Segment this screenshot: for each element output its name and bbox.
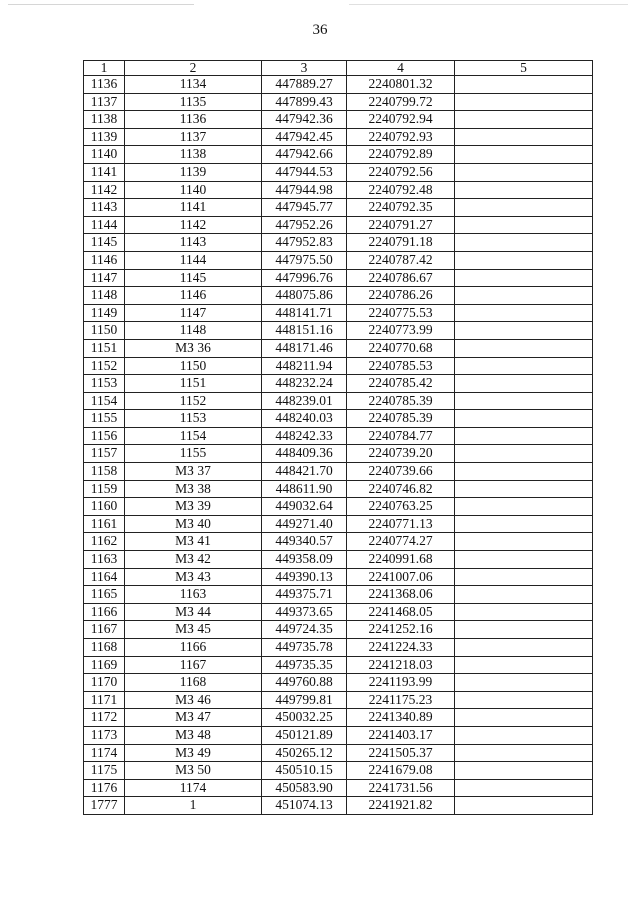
note-cell [455,93,593,111]
x-coordinate-cell: 450265.12 [262,744,347,762]
note-cell [455,163,593,181]
row-number-cell: 1148 [84,287,125,305]
row-number-cell: 1158 [84,463,125,481]
point-id-cell: 1146 [125,287,262,305]
table-row [84,146,593,164]
note-cell [455,762,593,780]
table-row [84,216,593,234]
row-number-cell: 1155 [84,410,125,428]
table-row [84,779,593,797]
note-cell [455,339,593,357]
row-number-cell: 1147 [84,269,125,287]
y-coordinate-cell: 2240792.35 [347,199,455,217]
y-coordinate-cell: 2241403.17 [347,726,455,744]
table-body [84,76,593,815]
row-number-cell: 1165 [84,586,125,604]
y-coordinate-cell: 2240791.18 [347,234,455,252]
note-cell [455,128,593,146]
note-cell [455,639,593,657]
row-number-cell: 1140 [84,146,125,164]
table-row [84,726,593,744]
y-coordinate-cell: 2241193.99 [347,674,455,692]
table-row [84,111,593,129]
y-coordinate-cell: 2240785.42 [347,375,455,393]
x-coordinate-cell: 448075.86 [262,287,347,305]
note-cell [455,586,593,604]
note-cell [455,674,593,692]
table-row [84,339,593,357]
point-id-cell: МЗ 39 [125,498,262,516]
x-coordinate-cell: 447975.50 [262,251,347,269]
x-coordinate-cell: 450032.25 [262,709,347,727]
note-cell [455,533,593,551]
header-row [84,61,593,76]
row-number-cell: 1154 [84,392,125,410]
x-coordinate-cell: 449724.35 [262,621,347,639]
point-id-cell: МЗ 37 [125,463,262,481]
table-row [84,762,593,780]
scan-top-rule [8,4,628,5]
y-coordinate-cell: 2240773.99 [347,322,455,340]
point-id-cell: МЗ 36 [125,339,262,357]
row-number-cell: 1143 [84,199,125,217]
row-number-cell: 1167 [84,621,125,639]
y-coordinate-cell: 2240792.94 [347,111,455,129]
row-number-cell: 1169 [84,656,125,674]
table-row [84,744,593,762]
point-id-cell: 1138 [125,146,262,164]
note-cell [455,287,593,305]
x-coordinate-cell: 450583.90 [262,779,347,797]
table-row [84,128,593,146]
point-id-cell: МЗ 49 [125,744,262,762]
point-id-cell: 1163 [125,586,262,604]
note-cell [455,304,593,322]
table-row [84,445,593,463]
row-number-cell: 1160 [84,498,125,516]
x-coordinate-cell: 448409.36 [262,445,347,463]
row-number-cell: 1166 [84,603,125,621]
row-number-cell: 1145 [84,234,125,252]
x-coordinate-cell: 449358.09 [262,551,347,569]
row-number-cell: 1152 [84,357,125,375]
note-cell [455,181,593,199]
x-coordinate-cell: 450121.89 [262,726,347,744]
y-coordinate-cell: 2241224.33 [347,639,455,657]
table-row [84,551,593,569]
y-coordinate-cell: 2240763.25 [347,498,455,516]
point-id-cell: 1144 [125,251,262,269]
table-row [84,234,593,252]
table-row [84,674,593,692]
point-id-cell: МЗ 46 [125,691,262,709]
x-coordinate-cell: 449375.71 [262,586,347,604]
y-coordinate-cell: 2241468.05 [347,603,455,621]
point-id-cell: 1134 [125,76,262,94]
header-cell-3: 3 [262,61,347,76]
y-coordinate-cell: 2241505.37 [347,744,455,762]
note-cell [455,445,593,463]
row-number-cell: 1146 [84,251,125,269]
table-row [84,797,593,815]
table-row [84,163,593,181]
row-number-cell: 1141 [84,163,125,181]
note-cell [455,463,593,481]
y-coordinate-cell: 2241252.16 [347,621,455,639]
y-coordinate-cell: 2240785.39 [347,392,455,410]
x-coordinate-cell: 449373.65 [262,603,347,621]
table-row [84,709,593,727]
table-row [84,199,593,217]
row-number-cell: 1157 [84,445,125,463]
x-coordinate-cell: 447996.76 [262,269,347,287]
note-cell [455,498,593,516]
note-cell [455,410,593,428]
row-number-cell: 1137 [84,93,125,111]
table-row [84,656,593,674]
point-id-cell: 1148 [125,322,262,340]
point-id-cell: 1145 [125,269,262,287]
table-row [84,498,593,516]
x-coordinate-cell: 448141.71 [262,304,347,322]
point-id-cell: 1150 [125,357,262,375]
table-row [84,463,593,481]
row-number-cell: 1174 [84,744,125,762]
row-number-cell: 1777 [84,797,125,815]
y-coordinate-cell: 2240739.66 [347,463,455,481]
note-cell [455,427,593,445]
point-id-cell: МЗ 50 [125,762,262,780]
y-coordinate-cell: 2240791.27 [347,216,455,234]
table-row [84,392,593,410]
note-cell [455,269,593,287]
table-row [84,568,593,586]
x-coordinate-cell: 448211.94 [262,357,347,375]
note-cell [455,322,593,340]
y-coordinate-cell: 2241340.89 [347,709,455,727]
table-row [84,410,593,428]
y-coordinate-cell: 2240785.39 [347,410,455,428]
point-id-cell: МЗ 45 [125,621,262,639]
header-cell-1: 1 [84,61,125,76]
note-cell [455,551,593,569]
page-number: 36 [312,22,328,38]
row-number-cell: 1168 [84,639,125,657]
y-coordinate-cell: 2240792.48 [347,181,455,199]
row-number-cell: 1176 [84,779,125,797]
row-number-cell: 1156 [84,427,125,445]
x-coordinate-cell: 449271.40 [262,515,347,533]
x-coordinate-cell: 448151.16 [262,322,347,340]
note-cell [455,375,593,393]
y-coordinate-cell: 2240774.27 [347,533,455,551]
note-cell [455,726,593,744]
point-id-cell: 1155 [125,445,262,463]
table-row [84,181,593,199]
point-id-cell: МЗ 43 [125,568,262,586]
x-coordinate-cell: 447944.53 [262,163,347,181]
point-id-cell: 1139 [125,163,262,181]
row-number-cell: 1164 [84,568,125,586]
table-row [84,287,593,305]
y-coordinate-cell: 2240786.26 [347,287,455,305]
x-coordinate-cell: 447944.98 [262,181,347,199]
point-id-cell: 1141 [125,199,262,217]
x-coordinate-cell: 448611.90 [262,480,347,498]
table-row [84,304,593,322]
table-row [84,251,593,269]
table-row [84,375,593,393]
table-header [84,61,593,76]
x-coordinate-cell: 450510.15 [262,762,347,780]
x-coordinate-cell: 447942.36 [262,111,347,129]
x-coordinate-cell: 449340.57 [262,533,347,551]
x-coordinate-cell: 448232.24 [262,375,347,393]
point-id-cell: 1137 [125,128,262,146]
x-coordinate-cell: 447899.43 [262,93,347,111]
point-id-cell: 1140 [125,181,262,199]
y-coordinate-cell: 2241007.06 [347,568,455,586]
note-cell [455,480,593,498]
note-cell [455,656,593,674]
row-number-cell: 1170 [84,674,125,692]
note-cell [455,357,593,375]
note-cell [455,392,593,410]
table-row [84,515,593,533]
row-number-cell: 1144 [84,216,125,234]
row-number-cell: 1175 [84,762,125,780]
coordinates-table [83,60,593,815]
x-coordinate-cell: 449735.78 [262,639,347,657]
y-coordinate-cell: 2240799.72 [347,93,455,111]
x-coordinate-cell: 448242.33 [262,427,347,445]
y-coordinate-cell: 2241921.82 [347,797,455,815]
row-number-cell: 1171 [84,691,125,709]
table-row [84,691,593,709]
y-coordinate-cell: 2240785.53 [347,357,455,375]
note-cell [455,234,593,252]
note-cell [455,568,593,586]
y-coordinate-cell: 2240792.56 [347,163,455,181]
point-id-cell: МЗ 44 [125,603,262,621]
row-number-cell: 1150 [84,322,125,340]
y-coordinate-cell: 2241368.06 [347,586,455,604]
y-coordinate-cell: 2240792.93 [347,128,455,146]
y-coordinate-cell: 2240787.42 [347,251,455,269]
table-row [84,603,593,621]
row-number-cell: 1172 [84,709,125,727]
x-coordinate-cell: 449760.88 [262,674,347,692]
row-number-cell: 1159 [84,480,125,498]
point-id-cell: 1166 [125,639,262,657]
x-coordinate-cell: 447952.83 [262,234,347,252]
y-coordinate-cell: 2241218.03 [347,656,455,674]
row-number-cell: 1139 [84,128,125,146]
x-coordinate-cell: 448240.03 [262,410,347,428]
x-coordinate-cell: 447942.45 [262,128,347,146]
x-coordinate-cell: 449735.35 [262,656,347,674]
row-number-cell: 1161 [84,515,125,533]
y-coordinate-cell: 2240771.13 [347,515,455,533]
row-number-cell: 1163 [84,551,125,569]
y-coordinate-cell: 2241679.08 [347,762,455,780]
point-id-cell: 1154 [125,427,262,445]
point-id-cell: 1147 [125,304,262,322]
y-coordinate-cell: 2240801.32 [347,76,455,94]
table-row [84,533,593,551]
note-cell [455,621,593,639]
note-cell [455,779,593,797]
x-coordinate-cell: 448421.70 [262,463,347,481]
point-id-cell: 1143 [125,234,262,252]
note-cell [455,797,593,815]
table-row [84,586,593,604]
note-cell [455,216,593,234]
x-coordinate-cell: 447889.27 [262,76,347,94]
point-id-cell: 1174 [125,779,262,797]
note-cell [455,603,593,621]
point-id-cell: МЗ 40 [125,515,262,533]
y-coordinate-cell: 2241731.56 [347,779,455,797]
note-cell [455,251,593,269]
row-number-cell: 1162 [84,533,125,551]
table-row [84,480,593,498]
x-coordinate-cell: 448239.01 [262,392,347,410]
x-coordinate-cell: 447945.77 [262,199,347,217]
y-coordinate-cell: 2240786.67 [347,269,455,287]
note-cell [455,709,593,727]
table-row [84,639,593,657]
y-coordinate-cell: 2241175.23 [347,691,455,709]
point-id-cell: 1152 [125,392,262,410]
row-number-cell: 1151 [84,339,125,357]
note-cell [455,515,593,533]
table-row [84,427,593,445]
point-id-cell: 1168 [125,674,262,692]
y-coordinate-cell: 2240775.53 [347,304,455,322]
table-row [84,621,593,639]
y-coordinate-cell: 2240792.89 [347,146,455,164]
y-coordinate-cell: 2240746.82 [347,480,455,498]
header-cell-2: 2 [125,61,262,76]
x-coordinate-cell: 449032.64 [262,498,347,516]
x-coordinate-cell: 449390.13 [262,568,347,586]
y-coordinate-cell: 2240770.68 [347,339,455,357]
point-id-cell: 1167 [125,656,262,674]
note-cell [455,76,593,94]
point-id-cell: МЗ 48 [125,726,262,744]
row-number-cell: 1153 [84,375,125,393]
table-row [84,322,593,340]
x-coordinate-cell: 447942.66 [262,146,347,164]
point-id-cell: МЗ 42 [125,551,262,569]
x-coordinate-cell: 449799.81 [262,691,347,709]
note-cell [455,111,593,129]
point-id-cell: МЗ 38 [125,480,262,498]
note-cell [455,146,593,164]
header-cell-4: 4 [347,61,455,76]
header-cell-5: 5 [455,61,593,76]
x-coordinate-cell: 447952.26 [262,216,347,234]
row-number-cell: 1138 [84,111,125,129]
point-id-cell: МЗ 47 [125,709,262,727]
point-id-cell: МЗ 41 [125,533,262,551]
table-row [84,93,593,111]
row-number-cell: 1136 [84,76,125,94]
note-cell [455,744,593,762]
point-id-cell: 1 [125,797,262,815]
y-coordinate-cell: 2240784.77 [347,427,455,445]
table-row [84,357,593,375]
row-number-cell: 1173 [84,726,125,744]
point-id-cell: 1136 [125,111,262,129]
y-coordinate-cell: 2240991.68 [347,551,455,569]
row-number-cell: 1149 [84,304,125,322]
table-row [84,269,593,287]
y-coordinate-cell: 2240739.20 [347,445,455,463]
point-id-cell: 1151 [125,375,262,393]
note-cell [455,199,593,217]
table-row [84,76,593,94]
note-cell [455,691,593,709]
x-coordinate-cell: 448171.46 [262,339,347,357]
point-id-cell: 1142 [125,216,262,234]
row-number-cell: 1142 [84,181,125,199]
point-id-cell: 1153 [125,410,262,428]
x-coordinate-cell: 451074.13 [262,797,347,815]
point-id-cell: 1135 [125,93,262,111]
